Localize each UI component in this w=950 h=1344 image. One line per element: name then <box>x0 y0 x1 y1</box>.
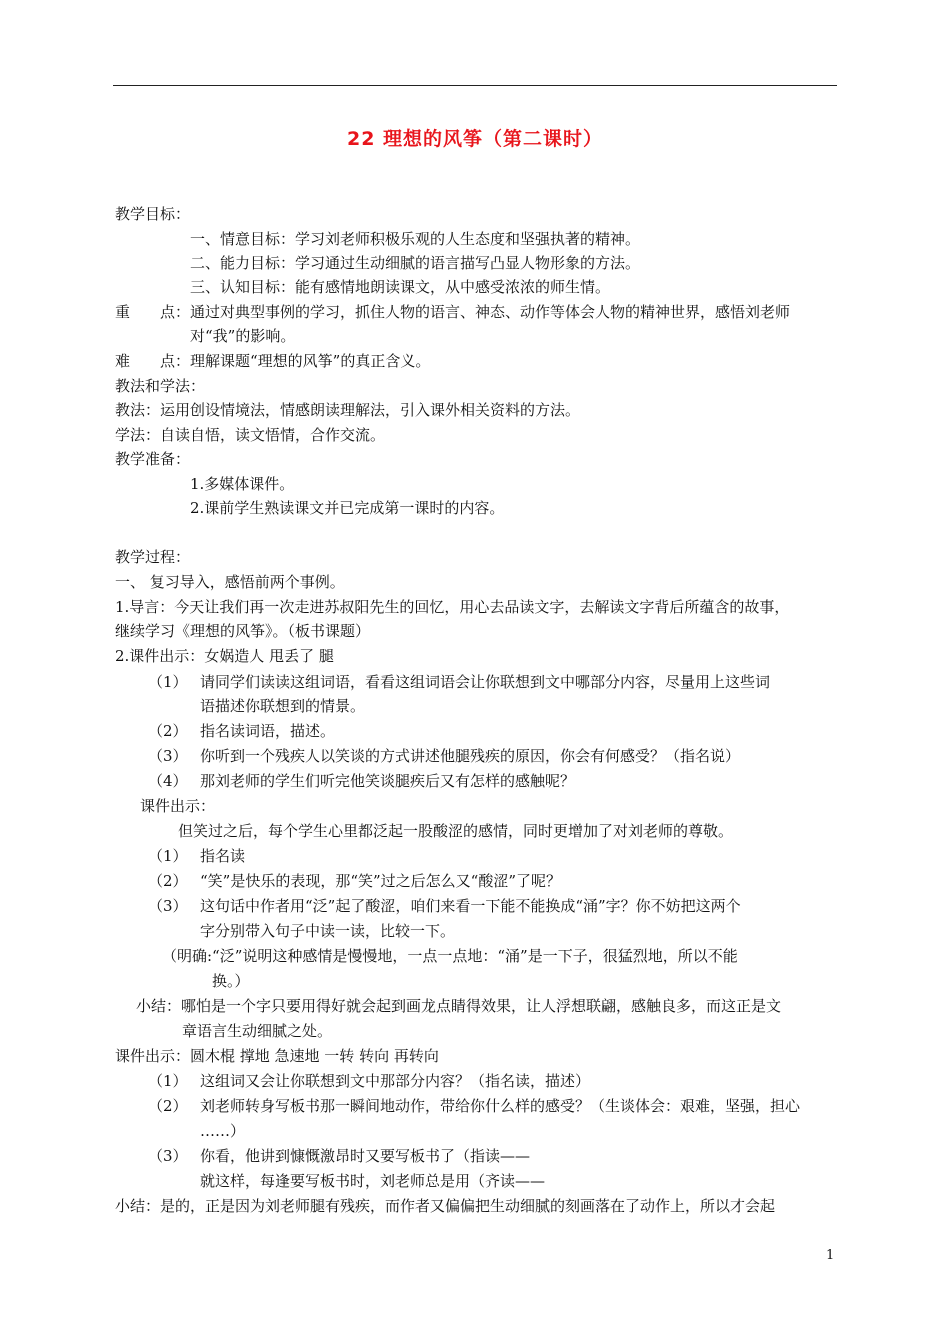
item-text: 请同学们读读这组词语，看看这组词语会让你联想到文中哪部分内容，尽量用上这些词 <box>200 673 771 691</box>
list-item <box>148 1095 800 1117</box>
item-text: 你看，他讲到慷慨激昂时又要写板书了（指读—— <box>200 1147 531 1165</box>
item-text: “笑”是快乐的表现，那“笑”过之后怎么又“酸涩”了呢？ <box>200 872 562 890</box>
text-line: 但笑过之后，每个学生心里都泛起一股酸涩的感情，同时更增加了对刘老师的尊敬。 <box>178 822 734 840</box>
item-text: 这组词又会让你联想到文中那部分内容？（指名读，描述） <box>200 1072 591 1090</box>
item-number: （1） <box>148 673 188 691</box>
text-line: 教法：运用创设情境法，情感朗读理解法，引入课外相关资料的方法。 <box>115 401 581 419</box>
item-number: （2） <box>148 1097 188 1115</box>
list-item <box>148 1145 530 1167</box>
item-text: 指名读词语，描述。 <box>200 722 336 740</box>
list-item: 1.多媒体课件。 <box>190 475 295 493</box>
item-text: 你听到一个残疾人以笑谈的方式讲述他腿残疾的原因，你会有何感受？（指名说） <box>200 747 741 765</box>
item-text: 那刘老师的学生们听完他笑谈腿疾后又有怎样的感触呢？ <box>200 772 576 790</box>
item-number: （3） <box>148 1147 188 1165</box>
list-item <box>148 745 740 767</box>
text-line: 重 点：通过对典型事例的学习，抓住人物的语言、神态、动作等体会人物的精神世界，感悟刘老师 <box>115 303 791 321</box>
list-item <box>148 895 741 917</box>
text-line: 2.课件出示：女娲造人 甩丢了 腿 <box>115 647 334 665</box>
header-rule <box>113 85 837 86</box>
text-line: 二、能力目标：学习通过生动细腻的语言描写凸显人物形象的方法。 <box>190 254 641 272</box>
item-number: （2） <box>148 872 188 890</box>
text-line: （明确:“泛”说明这种感情是慢慢地，一点一点地：“涌”是一下子，很猛烈地，所以不能 <box>162 947 738 965</box>
item-text: 指名读 <box>200 847 246 865</box>
text-line: 小结：是的，正是因为刘老师腿有残疾，而作者又偏偏把生动细腻的刻画落在了动作上，所以才会起 <box>115 1197 776 1215</box>
text-line: 课件出示： <box>140 797 216 815</box>
list-item <box>148 870 561 892</box>
item-number: （3） <box>148 747 188 765</box>
section-heading: 教学目标： <box>115 205 191 223</box>
text-line: 学法：自读自悟，读文悟情，合作交流。 <box>115 426 386 444</box>
list-item <box>148 671 770 693</box>
text-line: 一、情意目标：学习刘老师积极乐观的人生态度和坚强执著的精神。 <box>190 230 641 248</box>
list-item: 2.课前学生熟读课文并已完成第一课时的内容。 <box>190 499 505 517</box>
text-line: 章语言生动细腻之处。 <box>182 1022 333 1040</box>
item-number: （4） <box>148 772 188 790</box>
section-heading: 教学过程： <box>115 548 191 566</box>
text-line: 1.导言：今天让我们再一次走进苏叔阳先生的回忆，用心去品读文字，去解读文字背后所蕴含的故事， <box>115 598 790 616</box>
text-line: 难 点：理解课题“理想的风筝”的真正含义。 <box>115 352 431 370</box>
list-item <box>148 845 245 867</box>
section-heading: 教法和学法： <box>115 377 206 395</box>
text-line: 小结：哪怕是一个字只要用得好就会起到画龙点睛得效果，让人浮想联翩，感触良多，而这正是文 <box>136 997 782 1015</box>
text-line: 课件出示：圆木棍 撑地 急速地 一转 转向 再转向 <box>115 1047 439 1065</box>
text-line: 就这样，每逢要写板书时，刘老师总是用（齐读—— <box>200 1172 546 1190</box>
item-text: 刘老师转身写板书那一瞬间地动作，带给你什么样的感受？（生谈体会：艰难，坚强，担心 <box>200 1097 801 1115</box>
text-line: 字分别带入句子中读一读，比较一下。 <box>200 922 456 940</box>
item-number: （3） <box>148 897 188 915</box>
item-number: （1） <box>148 847 188 865</box>
section-heading: 教学准备： <box>115 450 191 468</box>
page-title: 22 理想的风筝（第二课时） <box>346 128 604 150</box>
list-item <box>148 720 335 742</box>
text-line: 三、认知目标：能有感情地朗读课文，从中感受浓浓的师生情。 <box>190 278 611 296</box>
item-number: （2） <box>148 722 188 740</box>
text-line: 语描述你联想到的情景。 <box>200 697 366 715</box>
text-line: 换。） <box>212 972 250 990</box>
item-number: （1） <box>148 1072 188 1090</box>
text-line: 对“我”的影响。 <box>190 327 296 345</box>
text-line: 一、 复习导入，感悟前两个事例。 <box>115 573 345 591</box>
list-item <box>148 770 575 792</box>
list-item <box>148 1070 590 1092</box>
item-text: 这句话中作者用“泛”起了酸涩，咱们来看一下能不能换成“涌”字？你不妨把这两个 <box>200 897 741 915</box>
page-number: 1 <box>826 1248 835 1263</box>
text-line: ……） <box>200 1122 246 1140</box>
text-line: 继续学习《理想的风筝》。（板书课题） <box>115 622 371 640</box>
